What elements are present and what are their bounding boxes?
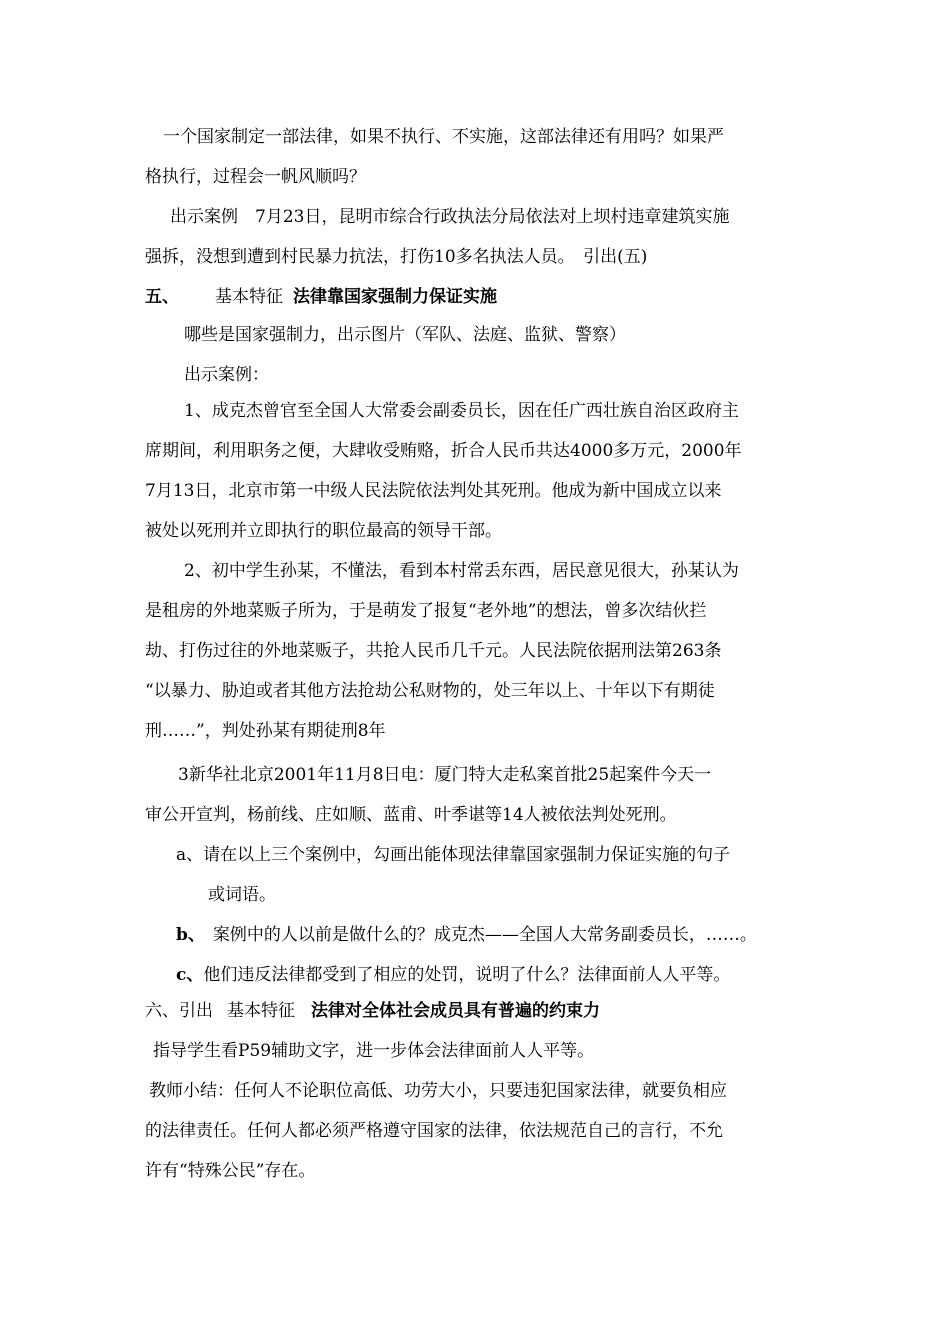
heading-title: 法律靠国家强制力保证实施 [293, 287, 497, 307]
paragraph-line: 1、成克杰曾官至全国人大常委会副委员长，因在任广西壮族自治区政府主 [184, 401, 739, 421]
section-heading-6 [145, 1000, 600, 1022]
paragraph-line: 出示案例： [184, 365, 269, 385]
paragraph-line: 出示案例 7月23日，昆明市综合行政执法分局依法对上坝村违章建筑实施 [170, 207, 730, 227]
paragraph-line: 教师小结：任何人不论职位高低、功劳大小，只要违犯国家法律，就要负相应 [149, 1081, 727, 1101]
heading-label: 基本特征 [215, 287, 283, 307]
question-c [176, 964, 730, 986]
paragraph-line: 哪些是国家强制力，出示图片（军队、法庭、监狱、警察） [184, 325, 626, 345]
paragraph-line: 7月13日，北京市第一中级人民法院依法判处其死刑。他成为新中国成立以来 [145, 481, 722, 501]
paragraph-line: 的法律责任。任何人都必须严格遵守国家的法律，依法规范自己的言行，不允 [145, 1121, 723, 1141]
question-b [176, 924, 757, 946]
paragraph-line: 一个国家制定一部法律，如果不执行、不实施，这部法律还有用吗？如果严 [163, 127, 724, 147]
heading-title: 法律对全体社会成员具有普遍的约束力 [311, 1001, 600, 1021]
paragraph-line: 刑……”，判处孙某有期徒刑8年 [145, 721, 386, 741]
paragraph-line: 3新华社北京2001年11月8日电：厦门特大走私案首批25起案件今天一 [178, 765, 712, 785]
paragraph-line: “以暴力、胁迫或者其他方法抢劫公私财物的，处三年以上、十年以下有期徒 [145, 681, 715, 701]
paragraph-line: 格执行，过程会一帆风顺吗？ [145, 167, 366, 187]
paragraph-line: 被处以死刑并立即执行的职位最高的领导干部。 [145, 521, 502, 541]
heading-number: 五、 [145, 287, 179, 307]
paragraph-line: 是租房的外地菜贩子所为，于是萌发了报复“老外地”的想法，曾多次结伙拦 [145, 601, 707, 621]
question-a: a、请在以上三个案例中，勾画出能体现法律靠国家强制力保证实施的句子 [176, 845, 731, 865]
paragraph-line: 劫、打伤过往的外地菜贩子，共抢人民币几千元。人民法院依据刑法第263条 [145, 641, 722, 661]
heading-prefix: 六、引出 [145, 1001, 213, 1021]
paragraph-line: 审公开宣判，杨前线、庄如顺、蓝甫、叶季谌等14人被依法判处死刑。 [145, 805, 677, 825]
question-a-continued: 或词语。 [208, 885, 276, 905]
section-heading-5 [145, 286, 497, 308]
question-text: 案例中的人以前是做什么的？成克杰——全国人大常务副委员长，……。 [212, 925, 757, 945]
paragraph-line: 强拆，没想到遭到村民暴力抗法，打伤10多名执法人员。 引出(五) [145, 247, 648, 267]
list-marker: c、 [176, 965, 204, 985]
list-marker: b、 [176, 925, 205, 945]
paragraph-line: 席期间，利用职务之便，大肆收受贿赂，折合人民币共达4000多万元，2000年 [145, 441, 742, 461]
paragraph-line: 2、初中学生孙某，不懂法，看到本村常丢东西，居民意见很大，孙某认为 [184, 561, 739, 581]
question-text: 他们违反法律都受到了相应的处罚，说明了什么？法律面前人人平等。 [203, 965, 731, 985]
heading-label: 基本特征 [227, 1001, 295, 1021]
paragraph-line: 许有“特殊公民”存在。 [145, 1161, 316, 1181]
paragraph-line: 指导学生看P59辅助文字，进一步体会法律面前人人平等。 [153, 1041, 595, 1061]
